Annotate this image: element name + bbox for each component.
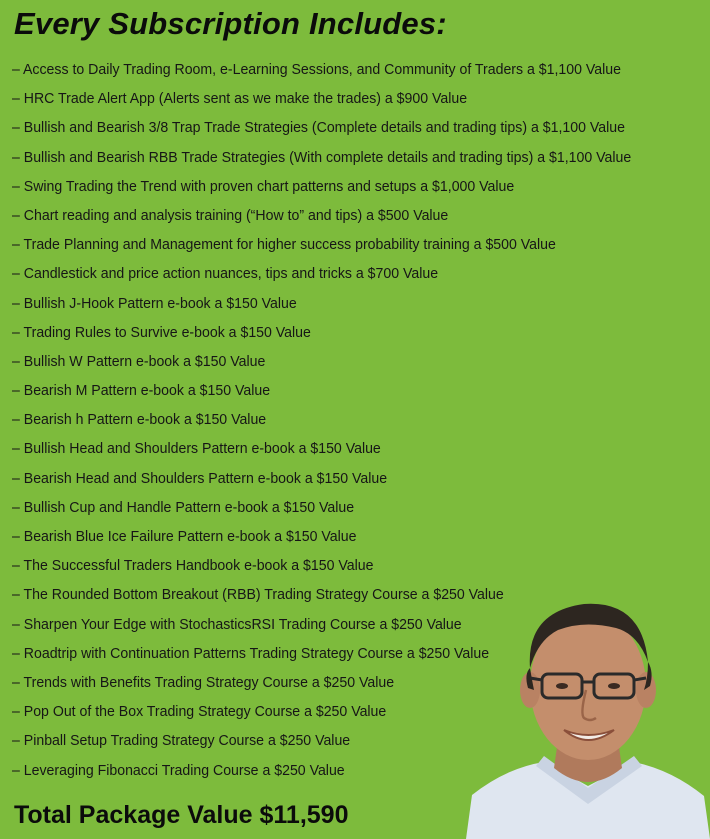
- list-item: – The Successful Traders Handbook e-book a $150 Value: [12, 557, 374, 575]
- list-item: – Bullish J-Hook Pattern e-book a $150 Value: [12, 294, 297, 312]
- list-item: – Leveraging Fibonacci Trading Course a $250 Value: [12, 761, 345, 779]
- list-item: – Trends with Benefits Trading Strategy Course a $250 Value: [12, 673, 395, 691]
- list-item: – Bearish Head and Shoulders Pattern e-book a $150 Value: [12, 469, 388, 487]
- list-item: – Bearish M Pattern e-book a $150 Value: [12, 382, 271, 400]
- list-item: – Access to Daily Trading Room, e-Learning Sessions, and Community of Traders a $1,100 Value: [12, 61, 621, 78]
- list-item: – Bullish W Pattern e-book a $150 Value: [12, 352, 266, 370]
- list-item: – Sharpen Your Edge with StochasticsRSI Trading Course a $250 Value: [12, 615, 462, 633]
- list-item: – Bearish Blue Ice Failure Pattern e-book a $150 Value: [12, 528, 357, 545]
- list-item: – Pop Out of the Box Trading Strategy Course a $250 Value: [12, 703, 387, 721]
- presenter-photo: [466, 590, 710, 839]
- list-item: – Bullish Head and Shoulders Pattern e-book a $150 Value: [12, 440, 381, 458]
- total-package-value: Total Package Value $11,590: [14, 801, 349, 829]
- list-item: – HRC Trade Alert App (Alerts sent as we make the trades) a $900 Value: [12, 90, 468, 108]
- list-item: – Bullish and Bearish 3/8 Trap Trade Strategies (Complete details and trading tips) a $1,100 Value: [12, 119, 625, 137]
- list-item: – Bullish and Bearish RBB Trade Strategies (With complete details and trading tips) a $1,100 Value: [12, 148, 632, 166]
- list-item: – Pinball Setup Trading Strategy Course a $250 Value: [12, 732, 351, 750]
- list-item: – Roadtrip with Continuation Patterns Trading Strategy Course a $250 Value: [12, 644, 490, 662]
- list-item: – Trade Planning and Management for higher success probability training a $500 Value: [12, 236, 556, 254]
- list-item: – Chart reading and analysis training (“How to” and tips) a $500 Value: [12, 206, 449, 224]
- list-item: – Bearish h Pattern e-book a $150 Value: [12, 411, 267, 429]
- list-item: – The Rounded Bottom Breakout (RBB) Trading Strategy Course a $250 Value: [12, 586, 504, 604]
- list-item: – Trading Rules to Survive e-book a $150 Value: [12, 323, 311, 341]
- list-item: – Swing Trading the Trend with proven chart patterns and setups a $1,000 Value: [12, 177, 515, 195]
- list-item: – Candlestick and price action nuances, tips and tricks a $700 Value: [12, 265, 439, 283]
- page-title: Every Subscription Includes:: [14, 6, 447, 41]
- list-item: – Bullish Cup and Handle Pattern e-book a $150 Value: [12, 498, 355, 516]
